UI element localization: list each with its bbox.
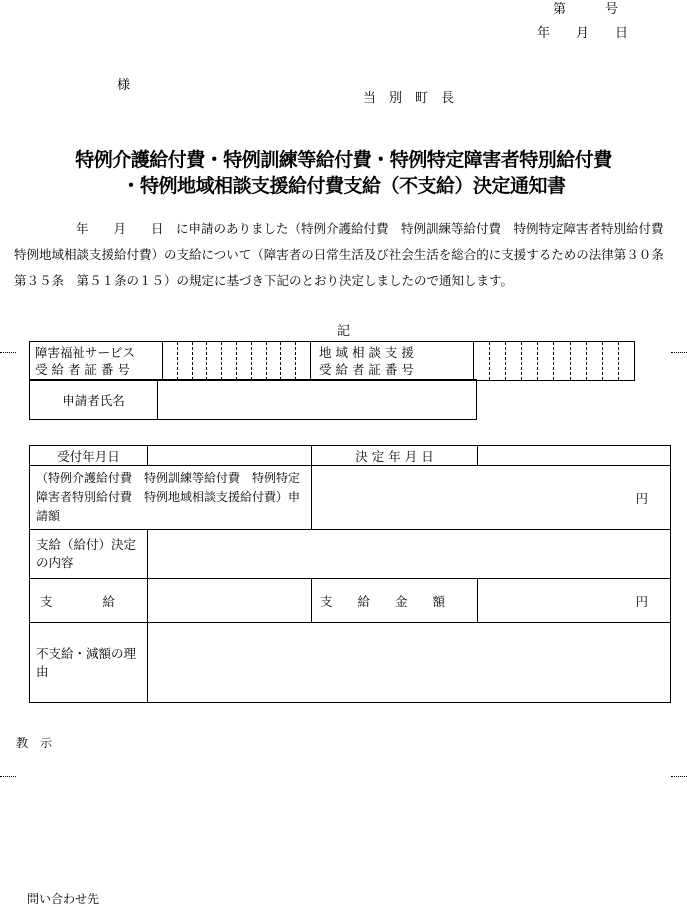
welfare-number-label — [30, 342, 163, 381]
fold-mark-left — [0, 352, 16, 353]
notice-paragraph — [14, 216, 677, 294]
decision-content-label: 支給（給付）決定の内容 — [30, 530, 148, 579]
fold-mark-right-lower — [671, 776, 687, 777]
decision-date-field[interactable] — [478, 446, 671, 466]
yen-unit-2: 円 — [635, 593, 648, 609]
reason-field[interactable] — [148, 623, 671, 703]
claim-amount-field[interactable] — [312, 466, 671, 530]
welfare-label-line-1: 障害福祉サービス — [35, 345, 136, 360]
welfare-label-line-2: 受 給 者 証 番 号 — [35, 362, 130, 377]
title-line-2: ・特例地域相談支援給付費支給（不支給）決定通知書 — [121, 175, 566, 197]
notice-text: 年 月 日 に申請のありました（特例介護給付費 特例訓練等給付費 特例特定障害者特別給付費 特例地域相談支援給付費）の支給について（障害者の日常生活及び社会生活を総合的に支援するための法律第３０条 第３５条 第５１条の１５）の規定に基づき下記のとおり決定しましたので通知します。 — [14, 221, 677, 288]
community-label-line-1: 地 域 相 談 支 援 — [319, 345, 414, 360]
payment-amount-label: 支 給 金 額 — [312, 579, 478, 623]
received-date-field[interactable] — [148, 446, 312, 466]
document-number-label: 第 号 — [553, 2, 619, 17]
welfare-number-digits[interactable] — [163, 342, 311, 381]
title-line-1: 特例介護給付費・特例訓練等給付費・特例特定障害者特別給付費 — [75, 149, 612, 171]
reason-label: 不支給・減額の理由 — [30, 623, 148, 703]
ki-label: 記 — [337, 324, 351, 339]
yen-unit-1: 円 — [635, 490, 648, 506]
community-label-line-2: 受 給 者 証 番 号 — [319, 362, 414, 377]
payment-amount-field[interactable] — [478, 579, 671, 623]
recipient-table — [29, 341, 635, 381]
community-number-digits[interactable] — [474, 342, 635, 381]
issuer: 当 別 町 長 — [363, 91, 455, 106]
payment-label: 支 給 — [30, 579, 148, 623]
received-date-label: 受付年月日 — [30, 446, 148, 466]
addressee-suffix: 様 — [117, 78, 131, 93]
decision-content-field[interactable] — [148, 530, 671, 579]
claim-amount-label: （特例介護給付費 特例訓練等給付費 特例特定障害者特別給付費 特例地域相談支援給付費）申請額 — [30, 466, 312, 530]
payment-field[interactable] — [148, 579, 312, 623]
applicant-name-field[interactable] — [158, 380, 477, 420]
contact-label: 問い合わせ先 — [27, 892, 100, 906]
date-label: 年 月 日 — [537, 26, 629, 41]
applicant-label: 申請者氏名 — [30, 380, 158, 420]
instruction-label: 教 示 — [16, 736, 53, 750]
fold-mark-right — [671, 352, 687, 353]
decision-table — [29, 445, 671, 703]
decision-date-label: 決 定 年 月 日 — [312, 446, 478, 466]
applicant-table — [29, 379, 477, 420]
community-number-label — [311, 342, 474, 381]
fold-mark-left-lower — [0, 776, 16, 777]
